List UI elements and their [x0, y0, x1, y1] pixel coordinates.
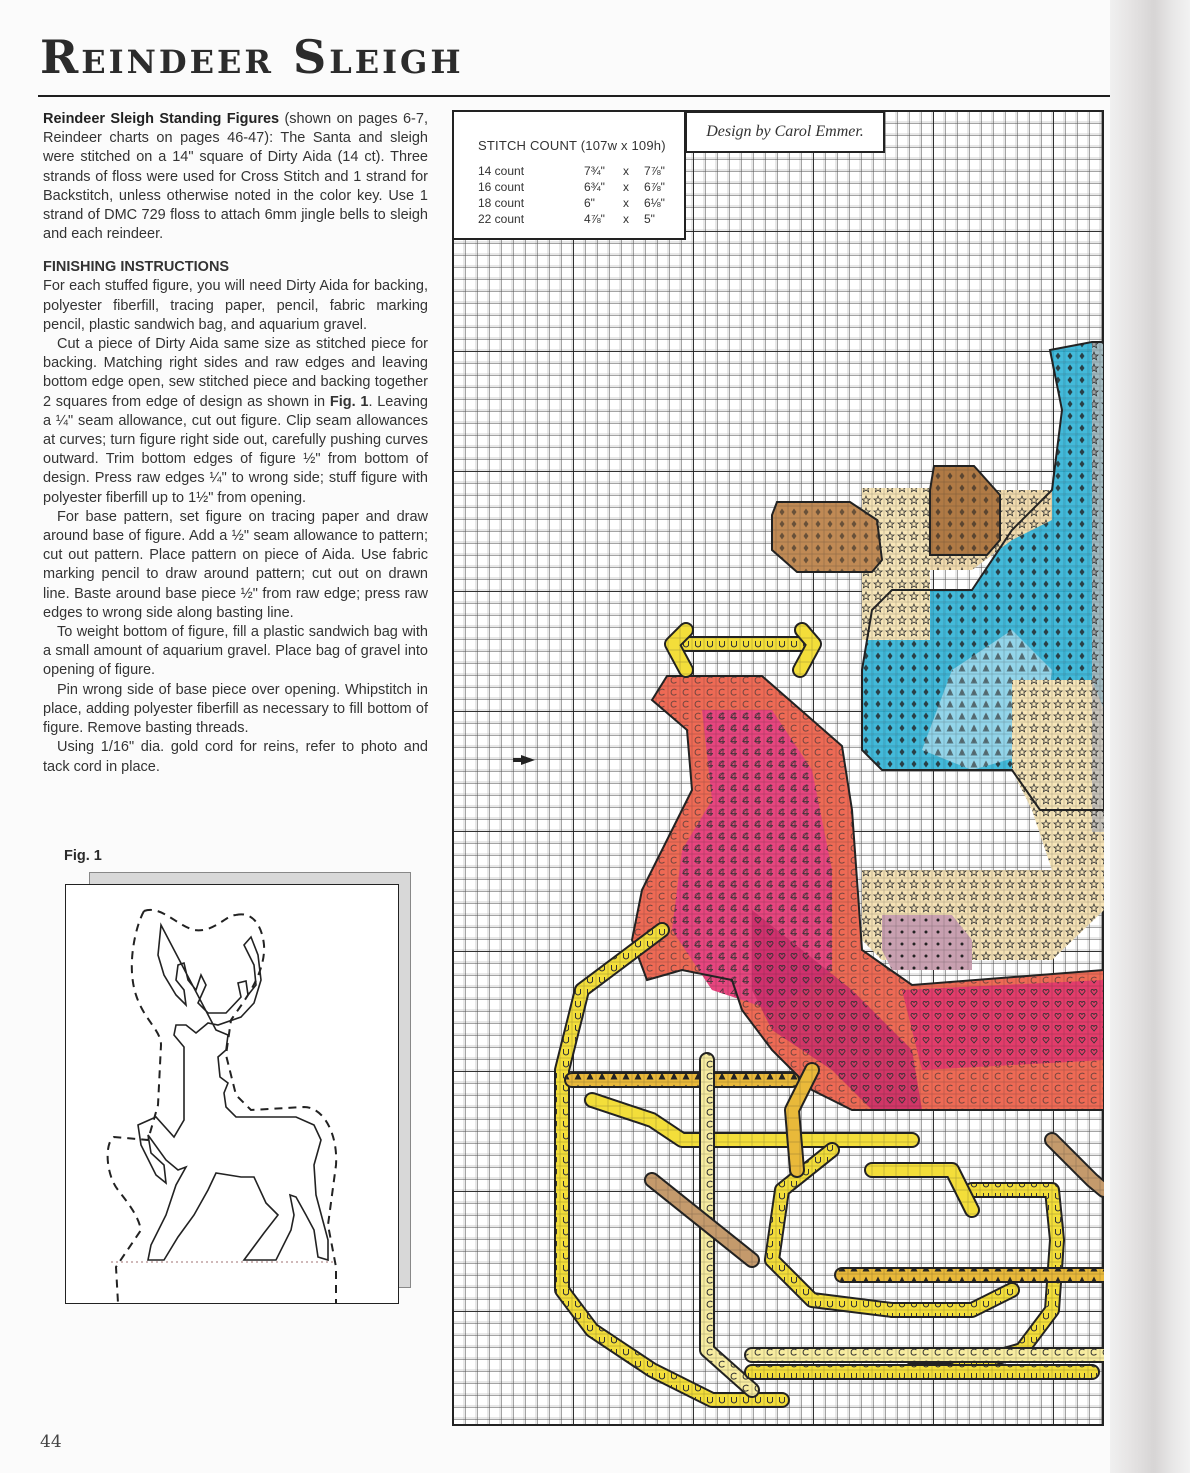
finishing-p4: To weight bottom of figure, fill a plastic sandwich bag with a small amount of aquarium gravel. Place bag of gravel into opening of figure.	[43, 624, 428, 679]
page-number: 44	[40, 1432, 62, 1452]
intro-lead: Reindeer Sleigh Standing Figures	[43, 111, 280, 127]
intro-paragraph	[43, 110, 428, 244]
title-rule	[38, 95, 1110, 97]
stitch-count-heading: STITCH COUNT (107w x 109h)	[478, 138, 666, 153]
finishing-p2: Cut a piece of Dirty Aida same size as stitched piece for backing. Matching right sides and raw edges and leaving bottom edge open, sew stitched piece and backing together 2 squares from edge of design as shown in Fig. 1. Leaving a ¼" seam allowance, cut out figure. Clip seam allowances at curves; turn figure right side out, carefully pushing curves outward. Trim bottom edges of figure ½" from bottom of design. Press raw edges ¼" to wrong side; stuff figure with polyester fiberfill up to 1½" from opening.	[43, 336, 428, 506]
reindeer-outline-icon	[66, 885, 398, 1303]
center-row-arrow-icon	[521, 755, 535, 765]
sleigh-pattern-artwork	[452, 110, 1104, 1426]
figure-panel	[65, 884, 399, 1304]
page-binding-shadow	[1110, 0, 1190, 1473]
finishing-p5: Pin wrong side of base piece over opening. Whipstitch in place, adding polyester fiberfill as necessary to fill bottom of figure. Remove basting threads.	[43, 681, 428, 737]
finishing-p6: Using 1/16" dia. gold cord for reins, refer to photo and tack cord in place.	[43, 739, 428, 775]
figure-label: Fig. 1	[64, 848, 102, 864]
stitch-count-box: STITCH COUNT (107w x 109h) 14 count 7¾" x 7⅞" 16 count 6¾" x 6⅞" 18 count 6" x 6⅛" 22 count 4⅞" x 5"	[452, 110, 686, 240]
instructions-column	[43, 110, 428, 777]
intro-text: (shown on pages 6-7, Reindeer charts on pages 46-47): The Santa and sleigh were stitched on a 14" square of Dirty Aida (14 ct). Three strands of floss were used for Cross Stitch and 1 strand for Backstitch, unless otherwise noted in the color key. Use 1 strand of DMC 729 floss to attach 6mm jingle bells to sleigh and each reindeer.	[43, 111, 428, 243]
finishing-heading: FINISHING INSTRUCTIONS	[43, 259, 230, 276]
designer-credit: Design by Carol Emmer.	[685, 111, 885, 153]
fig-reference: Fig. 1	[329, 393, 369, 410]
finishing-p3: For base pattern, set figure on tracing paper and draw around base of figure. Add a ½" seam allowance to pattern; cut out pattern. Place pattern on piece of Aida. Use fabric marking pencil to draw around pattern; cut out on drawn line. Baste around base piece ½" from raw edge; press raw edges to wrong side along basting line.	[43, 508, 428, 621]
finishing-p1: For each stuffed figure, you will need Dirty Aida for backing, polyester fiberfill, tracing paper, pencil, fabric marking pencil, plastic sandwich bag, and aquarium gravel.	[43, 278, 428, 333]
page-title: Reindeer Sleigh	[40, 30, 464, 84]
